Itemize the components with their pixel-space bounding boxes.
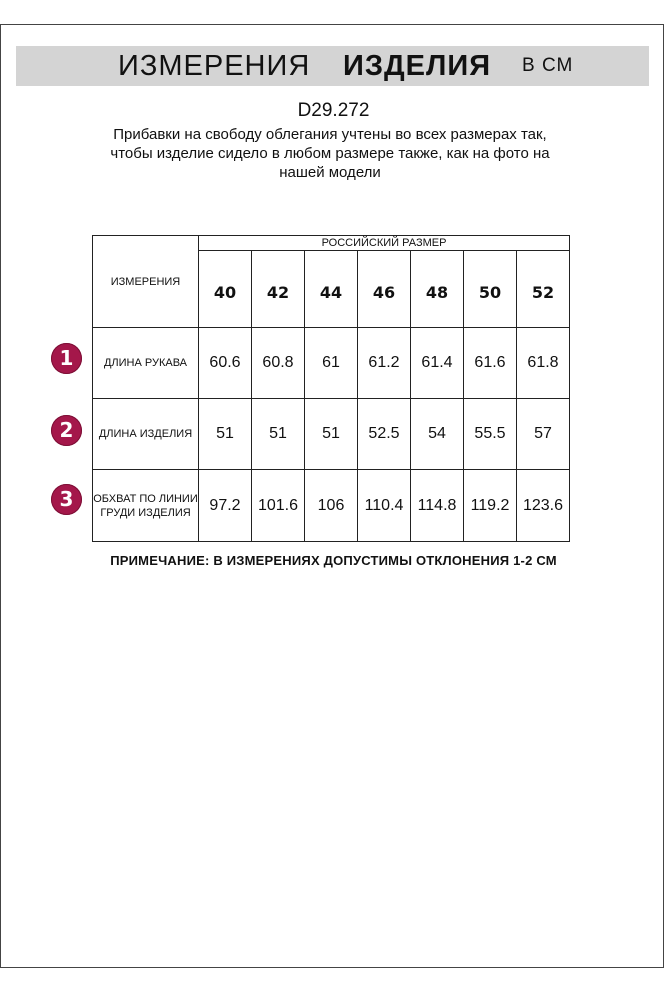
table-cell: 61.2 <box>358 328 411 399</box>
table-cell: 101.6 <box>252 470 305 542</box>
table-cell: 97.2 <box>199 470 252 542</box>
intro-note: Прибавки на свободу облегания учтены во всех размерах так, чтобы изделие сидело в любом размере также, как на фото на нашей модели <box>110 126 550 181</box>
table-cell: 106 <box>305 470 358 542</box>
size-40: 40 <box>199 251 252 328</box>
row-label-product-length: ДЛИНА ИЗДЕЛИЯ <box>93 399 199 470</box>
number-badge-2: 2 <box>51 415 82 446</box>
footnote: ПРИМЕЧАНИЕ: В ИЗМЕРЕНИЯХ ДОПУСТИМЫ ОТКЛОНЕНИЯ 1-2 СМ <box>110 553 557 568</box>
table-cell: 61.4 <box>411 328 464 399</box>
table-cell: 51 <box>199 399 252 470</box>
measure-header: ИЗМЕРЕНИЯ <box>93 236 199 328</box>
size-48: 48 <box>411 251 464 328</box>
table-cell: 114.8 <box>411 470 464 542</box>
size-table <box>92 235 570 542</box>
table-row <box>93 470 570 542</box>
table-cell: 61 <box>305 328 358 399</box>
title-unit: В СМ <box>522 55 574 76</box>
table-cell: 52.5 <box>358 399 411 470</box>
size-46: 46 <box>358 251 411 328</box>
table-cell: 119.2 <box>464 470 517 542</box>
number-badge-3: 3 <box>51 484 82 515</box>
table-cell: 60.6 <box>199 328 252 399</box>
table-cell: 110.4 <box>358 470 411 542</box>
table-cell: 51 <box>305 399 358 470</box>
title-product: ИЗДЕЛИЯ <box>343 50 492 82</box>
product-code: D29.272 <box>297 100 370 121</box>
size-50: 50 <box>464 251 517 328</box>
size-system-header: РОССИЙСКИЙ РАЗМЕР <box>199 236 570 251</box>
table-row <box>93 328 570 399</box>
size-44: 44 <box>305 251 358 328</box>
table-cell: 54 <box>411 399 464 470</box>
row-label-sleeve-length: ДЛИНА РУКАВА <box>93 328 199 399</box>
table-cell: 55.5 <box>464 399 517 470</box>
table-cell: 51 <box>252 399 305 470</box>
size-52: 52 <box>517 251 570 328</box>
table-cell: 57 <box>517 399 570 470</box>
number-badge-1: 1 <box>51 343 82 374</box>
table-cell: 61.6 <box>464 328 517 399</box>
table-cell: 123.6 <box>517 470 570 542</box>
table-cell: 60.8 <box>252 328 305 399</box>
title-measurements: ИЗМЕРЕНИЯ <box>118 50 311 82</box>
row-label-chest-girth: ОБХВАТ ПО ЛИНИИ ГРУДИ ИЗДЕЛИЯ <box>93 470 199 542</box>
table-cell: 61.8 <box>517 328 570 399</box>
table-row <box>93 399 570 470</box>
size-42: 42 <box>252 251 305 328</box>
